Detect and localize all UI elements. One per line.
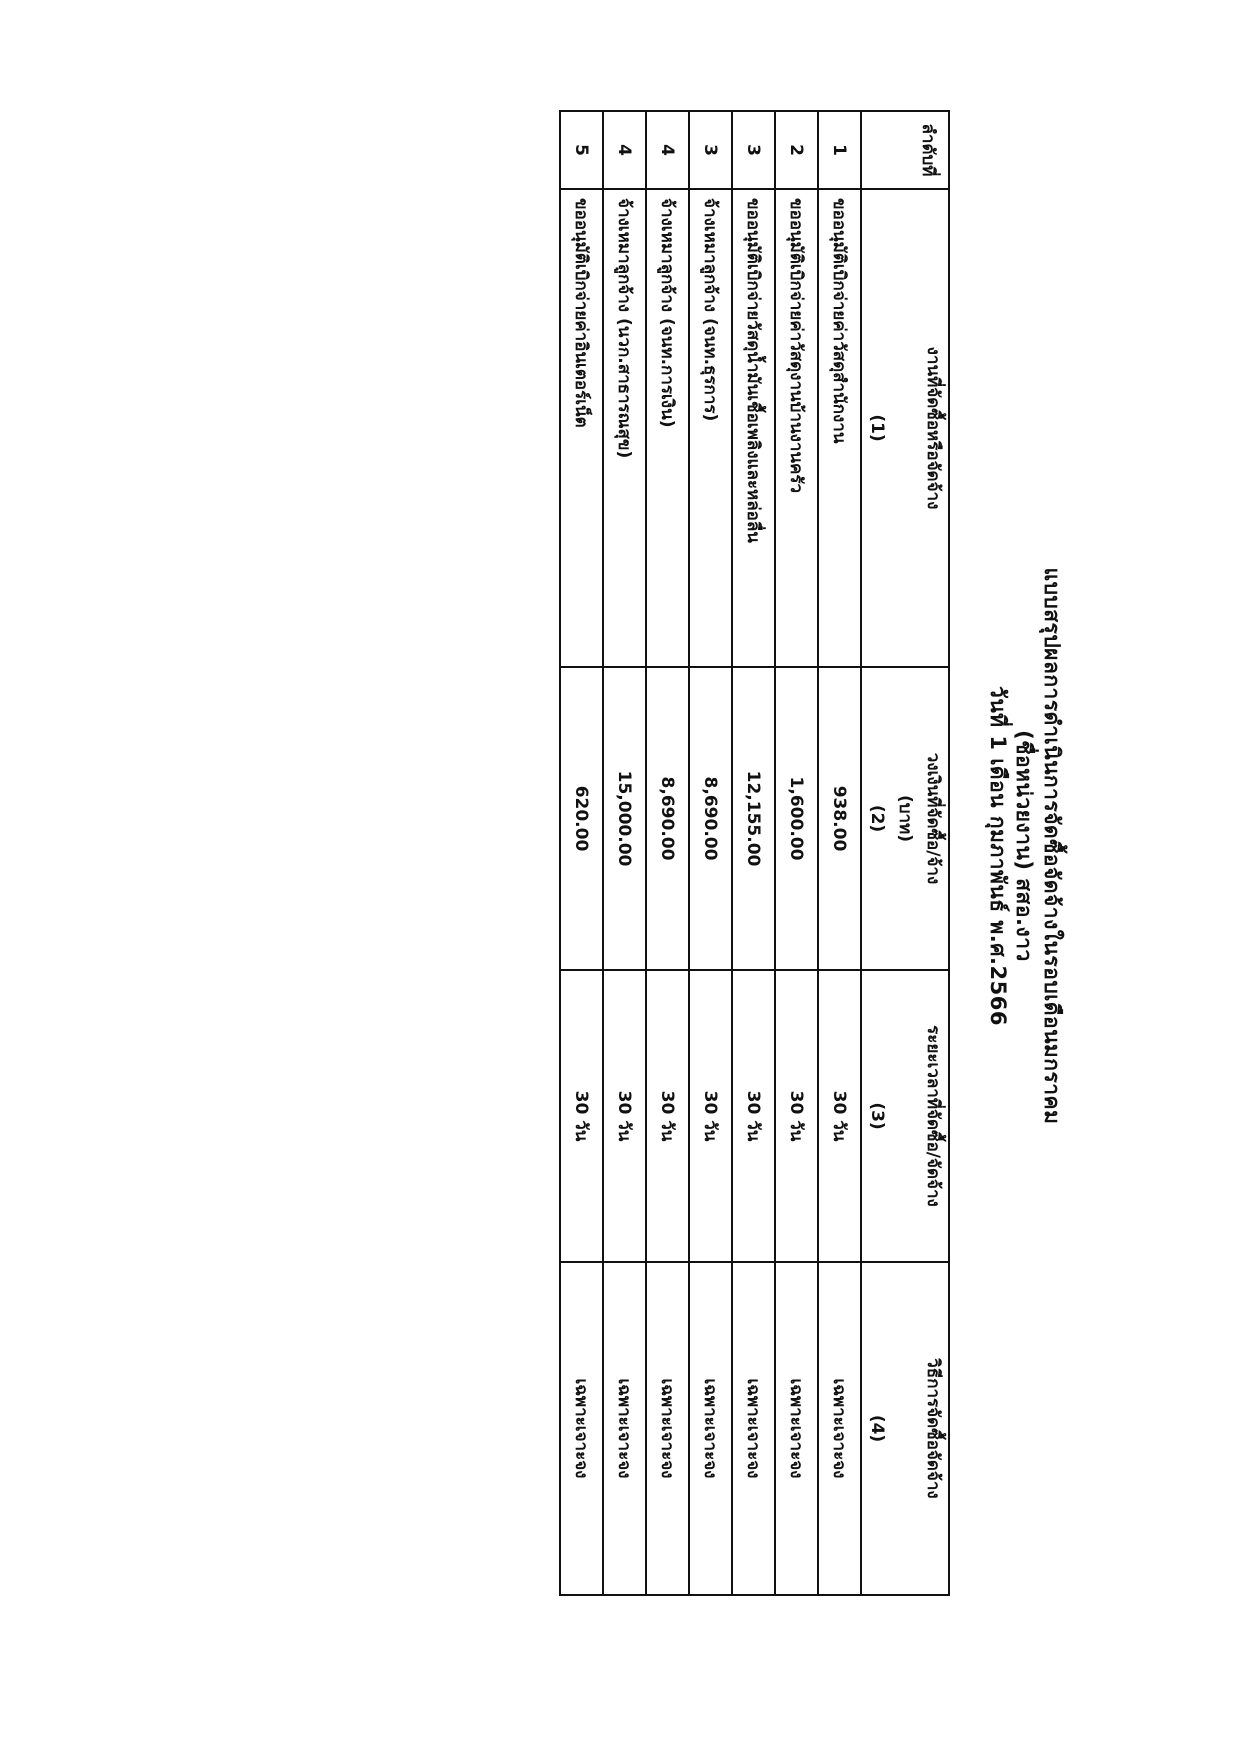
table-header-row <box>861 111 949 1595</box>
report-date: วันที่ 1 เดือน กุมภาพันธ์ พ.ศ.2566 <box>986 686 1010 1026</box>
table-row <box>689 111 732 1595</box>
header-amount-label: วงเงินที่จัดซื้อ/จ้าง <box>923 752 943 885</box>
header-amount-num: (2) <box>867 804 887 833</box>
table-row <box>646 111 689 1595</box>
row-amount: 8,690.00 <box>646 667 689 970</box>
report-title: แบบสรุปผลการดำเนินการจัดซื้อจัดจ้างในรอบเดือนมกราคม <box>1040 567 1064 1125</box>
row-method: เฉพาะเจาะจง <box>775 1262 818 1595</box>
row-period: 30 วัน <box>646 970 689 1262</box>
row-no: 3 <box>689 111 732 189</box>
table-row <box>560 111 603 1595</box>
row-job: จ้างเหมาลูกจ้าง (จนท.การเงิน) <box>646 189 689 667</box>
row-no: 5 <box>560 111 603 189</box>
agency-name: (ชื่อหน่วยงาน) สสอ.งาว <box>1012 730 1036 962</box>
table-row <box>603 111 646 1595</box>
row-amount: 620.00 <box>560 667 603 970</box>
row-amount: 1,600.00 <box>775 667 818 970</box>
row-job: ขออนุมัติเบิกจ่ายค่าอินเตอร์เน็ต <box>560 189 603 667</box>
row-period: 30 วัน <box>775 970 818 1262</box>
row-no: 3 <box>732 111 775 189</box>
row-method: เฉพาะเจาะจง <box>560 1262 603 1595</box>
row-job: ขออนุมัติเบิกจ่ายค่าวัสดุสำนักงาน <box>818 189 861 667</box>
header-period-num: (3) <box>867 1102 887 1130</box>
row-amount: 15,000.00 <box>603 667 646 970</box>
header-method <box>861 1262 949 1595</box>
row-period: 30 วัน <box>560 970 603 1262</box>
table-row <box>818 111 861 1595</box>
row-amount: 8,690.00 <box>689 667 732 970</box>
row-job: จ้างเหมาลูกจ้าง (จนท.ธุรการ) <box>689 189 732 667</box>
header-period <box>861 970 949 1262</box>
header-no-label: ลำดับที่ <box>918 123 938 177</box>
row-method: เฉพาะเจาะจง <box>603 1262 646 1595</box>
header-job-num: (1) <box>867 414 887 442</box>
row-method: เฉพาะเจาะจง <box>646 1262 689 1595</box>
row-no: 4 <box>603 111 646 189</box>
header-job <box>861 189 949 667</box>
header-amount-unit: (บาท) <box>895 794 915 843</box>
row-period: 30 วัน <box>689 970 732 1262</box>
row-job: ขออนุมัติเบิกจ่ายวัสดุน้ำมันเชื้อเพลิงและหล่อลื่น <box>732 189 775 667</box>
row-no: 4 <box>646 111 689 189</box>
header-period-label: ระยะเวลาที่จัดซื้อ/จัดจ้าง <box>923 1025 943 1207</box>
row-period: 30 วัน <box>603 970 646 1262</box>
header-method-label: วิธีการจัดซื้อจัดจ้าง <box>923 1358 943 1499</box>
row-method: เฉพาะเจาะจง <box>732 1262 775 1595</box>
row-method: เฉพาะเจาะจง <box>689 1262 732 1595</box>
row-no: 1 <box>818 111 861 189</box>
header-no <box>861 111 949 189</box>
row-period: 30 วัน <box>818 970 861 1262</box>
row-amount: 12,155.00 <box>732 667 775 970</box>
row-job: ขออนุมัติเบิกจ่ายค่าวัสดุงานบ้านงานครัว <box>775 189 818 667</box>
header-method-num: (4) <box>867 1414 887 1443</box>
header-job-label: งานที่จัดซื้อหรือจัดจ้าง <box>923 346 943 510</box>
row-period: 30 วัน <box>732 970 775 1262</box>
row-amount: 938.00 <box>818 667 861 970</box>
row-job: จ้างเหมาลูกจ้าง (นวก.สาธารณสุข) <box>603 189 646 667</box>
procurement-table <box>559 110 950 1596</box>
row-method: เฉพาะเจาะจง <box>818 1262 861 1595</box>
row-no: 2 <box>775 111 818 189</box>
table-row <box>732 111 775 1595</box>
table-row <box>775 111 818 1595</box>
header-amount <box>861 667 949 970</box>
